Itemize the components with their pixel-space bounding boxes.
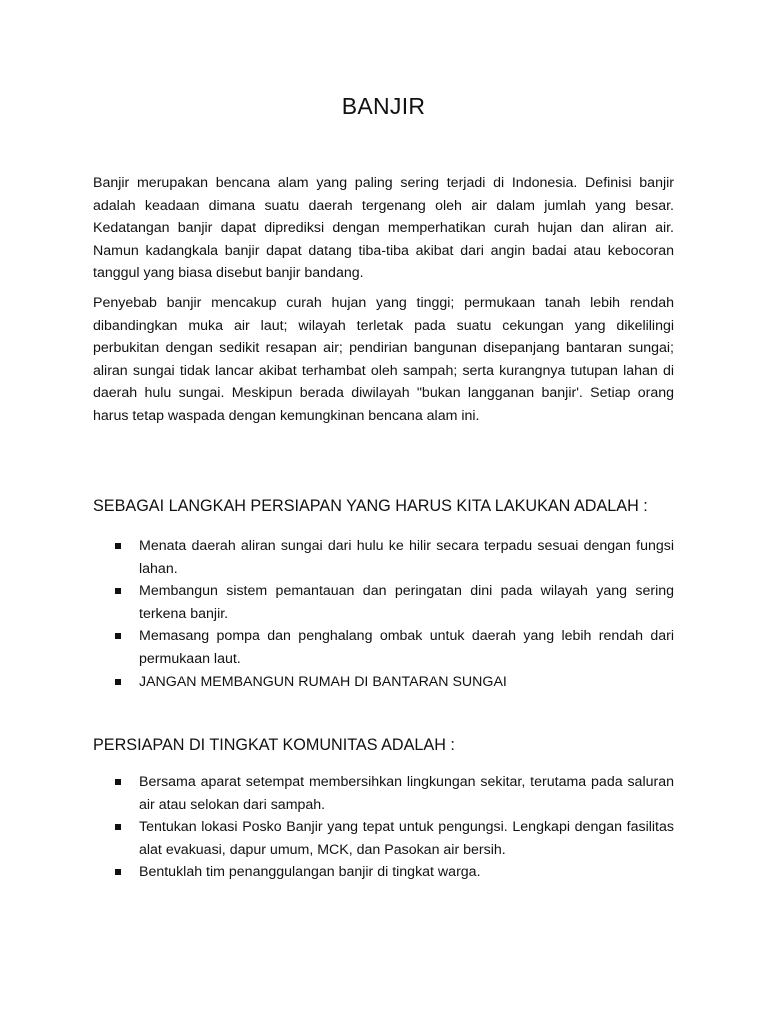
list-item-text: Tentukan lokasi Posko Banjir yang tepat untuk pengungsi. Lengkapi dengan fasilitas alat evakuasi, dapur umum, MCK, dan Pasokan air bersih. <box>139 819 674 858</box>
square-bullet-icon <box>115 633 121 639</box>
list-item <box>93 816 674 861</box>
list-item <box>93 771 674 816</box>
square-bullet-icon <box>115 869 121 875</box>
list-item-text: Membangun sistem pemantauan dan peringatan dini pada wilayah yang sering terkena banjir. <box>139 583 674 622</box>
list-item-text: Bersama aparat setempat membersihkan lingkungan sekitar, terutama pada saluran air atau selokan dari sampah. <box>139 774 674 813</box>
section-heading-preparation: SEBAGAI LANGKAH PERSIAPAN YANG HARUS KITA LAKUKAN ADALAH : <box>93 497 648 515</box>
causes-paragraph: Penyebab banjir mencakup curah hujan yang tinggi; permukaan tanah lebih rendah dibandingkan muka air laut; wilayah terletak pada suatu cekungan yang dikelilingi perbukitan dengan sedikit resapan air; pendirian bangunan disepanjang bantaran sungai; aliran sungai tidak lancar akibat terhambat oleh sampah; serta kurangnya tutupan lahan di daerah hulu sungai. Meskipun berada diwilayah "bukan langganan banjir'. Setiap orang harus tetap waspada dengan kemungkinan bencana alam ini. <box>93 295 674 424</box>
square-bullet-icon <box>115 543 121 549</box>
list-item <box>93 671 674 694</box>
square-bullet-icon <box>115 824 121 830</box>
square-bullet-icon <box>115 679 121 685</box>
square-bullet-icon <box>115 588 121 594</box>
list-item-text: Memasang pompa dan penghalang ombak untuk daerah yang lebih rendah dari permukaan laut. <box>139 628 674 667</box>
list-item <box>93 535 674 580</box>
list-item-text: Bentuklah tim penanggulangan banjir di tingkat warga. <box>139 864 481 881</box>
list-item-text: JANGAN MEMBANGUN RUMAH DI BANTARAN SUNGAI <box>139 673 507 690</box>
community-list <box>93 771 674 884</box>
list-item <box>93 625 674 670</box>
list-item <box>93 580 674 625</box>
preparation-list <box>93 535 674 693</box>
square-bullet-icon <box>115 779 121 785</box>
list-item <box>93 861 674 884</box>
document-title: BANJIR <box>341 93 426 119</box>
intro-paragraph: Banjir merupakan bencana alam yang paling sering terjadi di Indonesia. Definisi banjir adalah keadaan dimana suatu daerah tergenang oleh air dalam jumlah yang besar. Kedatangan banjir dapat diprediksi dengan memperhatikan curah hujan dan aliran air. Namun kadangkala banjir dapat datang tiba-tiba akibat dari angin badai atau kebocoran tanggul yang biasa disebut banjir bandang. <box>93 175 674 282</box>
list-item-text: Menata daerah aliran sungai dari hulu ke hilir secara terpadu sesuai dengan fungsi lahan. <box>139 538 674 577</box>
section-heading-community: PERSIAPAN DI TINGKAT KOMUNITAS ADALAH : <box>93 736 455 754</box>
